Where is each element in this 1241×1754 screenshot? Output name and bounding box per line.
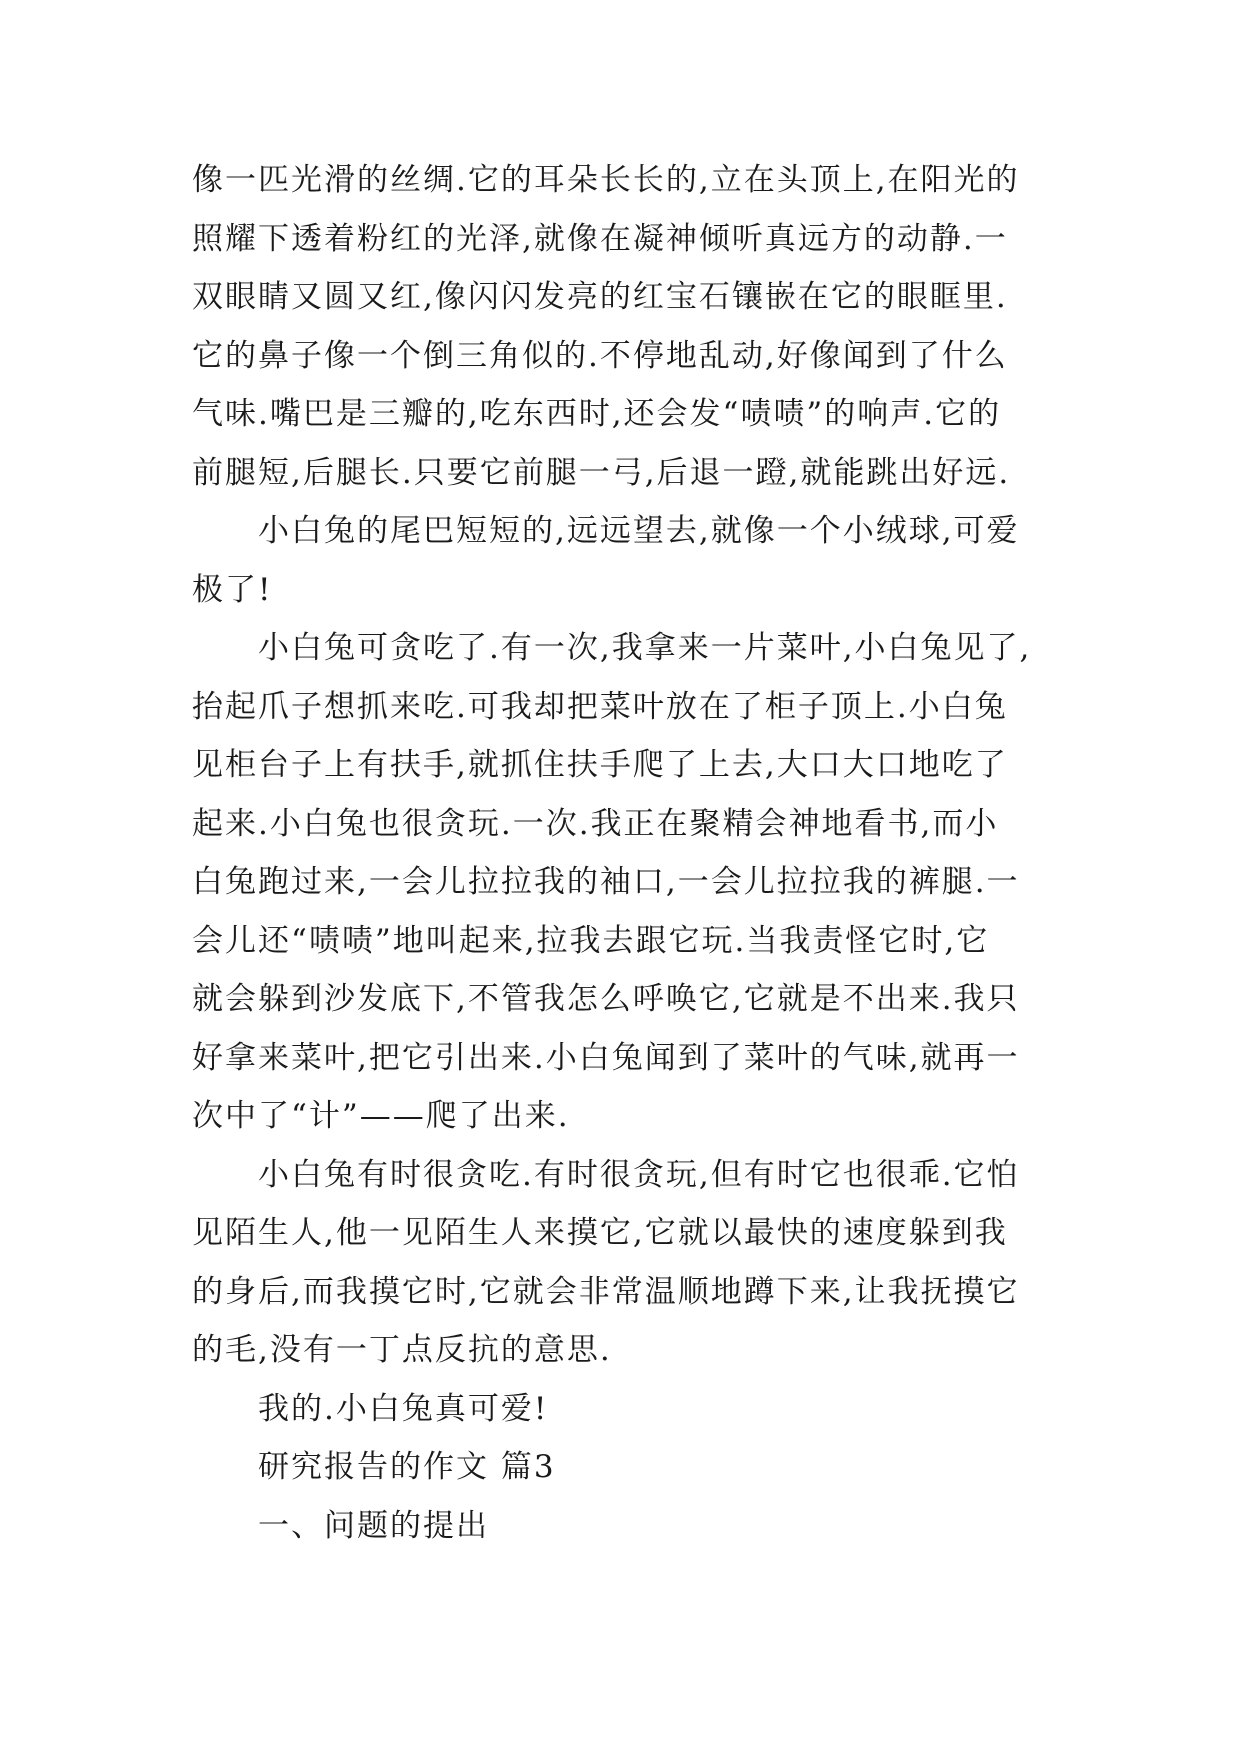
text-line: 见柜台子上有扶手,就抓住扶手爬了上去,大口大口地吃了 — [192, 747, 1008, 783]
text-line: 见陌生人,他一见陌生人来摸它,它就以最快的速度躲到我 — [192, 1215, 1008, 1251]
paragraph-start-line: 小白兔的尾巴短短的,远远望去,就像一个小绒球,可爱 — [258, 513, 1020, 549]
text-line: 好拿来菜叶,把它引出来.小白兔闻到了菜叶的气味,就再一 — [192, 1039, 1020, 1076]
text-line: 次中了“计”——爬了出来. — [192, 1098, 570, 1134]
section-heading: 研究报告的作文 篇3 — [258, 1449, 556, 1485]
text-line: 就会躲到沙发底下,不管我怎么呼唤它,它就是不出来.我只 — [192, 981, 1020, 1017]
text-line: 它的鼻子像一个倒三角似的.不停地乱动,好像闻到了什么 — [192, 337, 1008, 374]
text-line: 会儿还“啧啧”地叫起来,拉我去跟它玩.当我责怪它时,它 — [192, 922, 990, 959]
text-line: 双眼睛又圆又红,像闪闪发亮的红宝石镶嵌在它的眼眶里. — [192, 279, 1008, 315]
text-line: 的毛,没有一丁点反抗的意思. — [192, 1332, 612, 1368]
text-line: 极了! — [192, 571, 273, 608]
text-line: 的身后,而我摸它时,它就会非常温顺地蹲下来,让我抚摸它 — [192, 1273, 1020, 1310]
paragraph-start-line: 小白兔可贪吃了.有一次,我拿来一片菜叶,小白兔见了, — [258, 630, 1032, 666]
text-line: 像一匹光滑的丝绸.它的耳朵长长的,立在头顶上,在阳光的 — [192, 162, 1020, 198]
subsection-heading: 一、问题的提出 — [258, 1507, 489, 1544]
text-line: 抬起爪子想抓来吃.可我却把菜叶放在了柜子顶上.小白兔 — [192, 688, 1008, 725]
text-line: 气味.嘴巴是三瓣的,吃东西时,还会发“啧啧”的响声.它的 — [192, 396, 1002, 432]
text-line: 白兔跑过来,一会儿拉拉我的袖口,一会儿拉拉我的裤腿.一 — [192, 864, 1020, 900]
paragraph-start-line: 我的.小白兔真可爱! — [258, 1390, 549, 1427]
document-body — [192, 151, 1072, 1555]
paragraph-start-line: 小白兔有时很贪吃.有时很贪玩,但有时它也很乖.它怕 — [258, 1156, 1020, 1193]
text-line: 起来.小白兔也很贪玩.一次.我正在聚精会神地看书,而小 — [192, 805, 999, 842]
text-line: 前腿短,后腿长.只要它前腿一弓,后退一蹬,就能跳出好远. — [192, 454, 1011, 491]
text-line: 照耀下透着粉红的光泽,就像在凝神倾听真远方的动静.一 — [192, 220, 1008, 257]
